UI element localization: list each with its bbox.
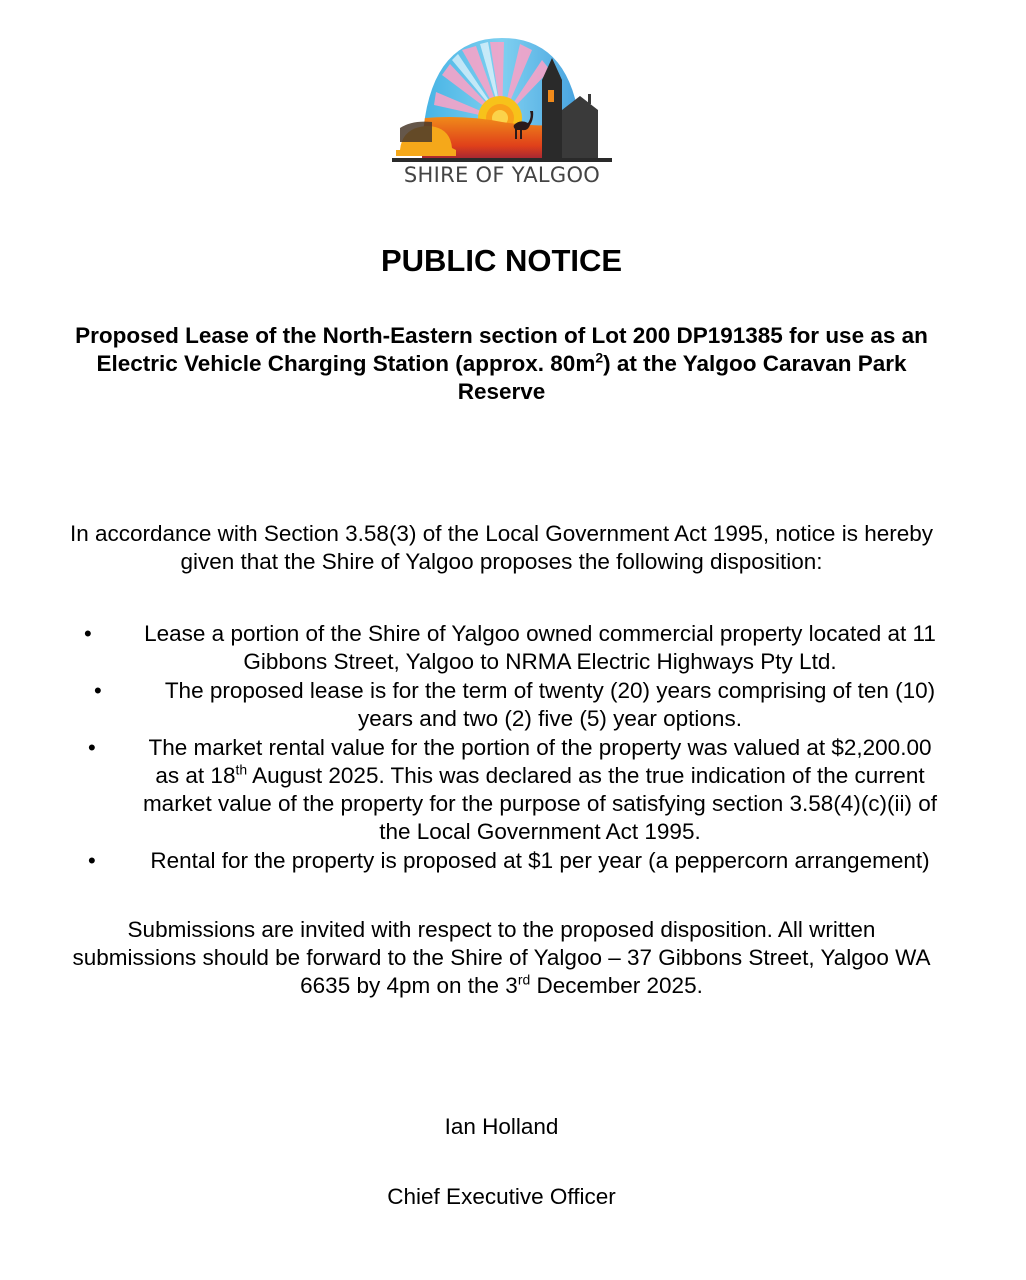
subtitle-superscript: 2 bbox=[595, 349, 604, 366]
subtitle-line-2-post: ) at the Yalgoo Caravan Park bbox=[603, 351, 907, 376]
subtitle-line-1: Proposed Lease of the North-Eastern section of Lot 200 DP191385 for use as an bbox=[75, 323, 928, 348]
submissions-line-2: submissions should be forward to the Shire of Yalgoo – 37 Gibbons Street, Yalgoo WA bbox=[72, 945, 931, 970]
bullet-icon: • bbox=[88, 735, 96, 760]
signer-role: Chief Executive Officer bbox=[387, 1184, 616, 1209]
list-item: • Rental for the property is proposed at $1 per year (a peppercorn arrangement) bbox=[88, 848, 930, 873]
list-item: • Lease a portion of the Shire of Yalgoo owned commercial property located at 11 Gibbons Street, Yalgoo to NRMA Electric Highways Pty Ltd. bbox=[84, 621, 936, 674]
subtitle-line-2-pre: Electric Vehicle Charging Station (approx. 80m bbox=[96, 351, 596, 376]
page-title: PUBLIC NOTICE bbox=[380, 243, 623, 278]
bullet-icon: • bbox=[94, 678, 102, 703]
submissions-line-3-pre: 6635 by 4pm on the 3 bbox=[300, 973, 518, 998]
list-item: • The proposed lease is for the term of twenty (20) years comprising of ten (10) years and two (2) five (5) year options. bbox=[94, 678, 936, 731]
submissions-superscript: rd bbox=[517, 971, 531, 988]
bullet-icon: • bbox=[84, 621, 92, 646]
logo-text: SHIRE OF YALGOO bbox=[403, 163, 601, 187]
submissions-paragraph bbox=[30, 916, 973, 1000]
list-item: • The market rental value for the portion of the property was valued at $2,200.00 as at 18th August 2025. This was declared as the true indication of the current market value of the property for the purpose of satisfying section 3.58(4)(c)(ii) of the Local Government Act 1995. bbox=[88, 735, 938, 844]
intro-line-1: In accordance with Section 3.58(3) of the Local Government Act 1995, notice is hereby bbox=[70, 521, 933, 546]
intro-paragraph bbox=[30, 520, 973, 576]
submissions-line-3-post: December 2025. bbox=[530, 973, 703, 998]
shire-emblem-icon bbox=[392, 30, 612, 165]
disposition-list bbox=[70, 620, 970, 876]
subtitle-line-3: Reserve bbox=[457, 379, 546, 404]
submissions-line-1: Submissions are invited with respect to the proposed disposition. All written bbox=[127, 917, 876, 942]
bullet-icon: • bbox=[88, 848, 96, 873]
intro-line-2: given that the Shire of Yalgoo proposes the following disposition: bbox=[180, 549, 823, 574]
shire-logo bbox=[392, 30, 612, 195]
notice-subtitle bbox=[40, 322, 963, 406]
signer-name: Ian Holland bbox=[444, 1114, 559, 1139]
